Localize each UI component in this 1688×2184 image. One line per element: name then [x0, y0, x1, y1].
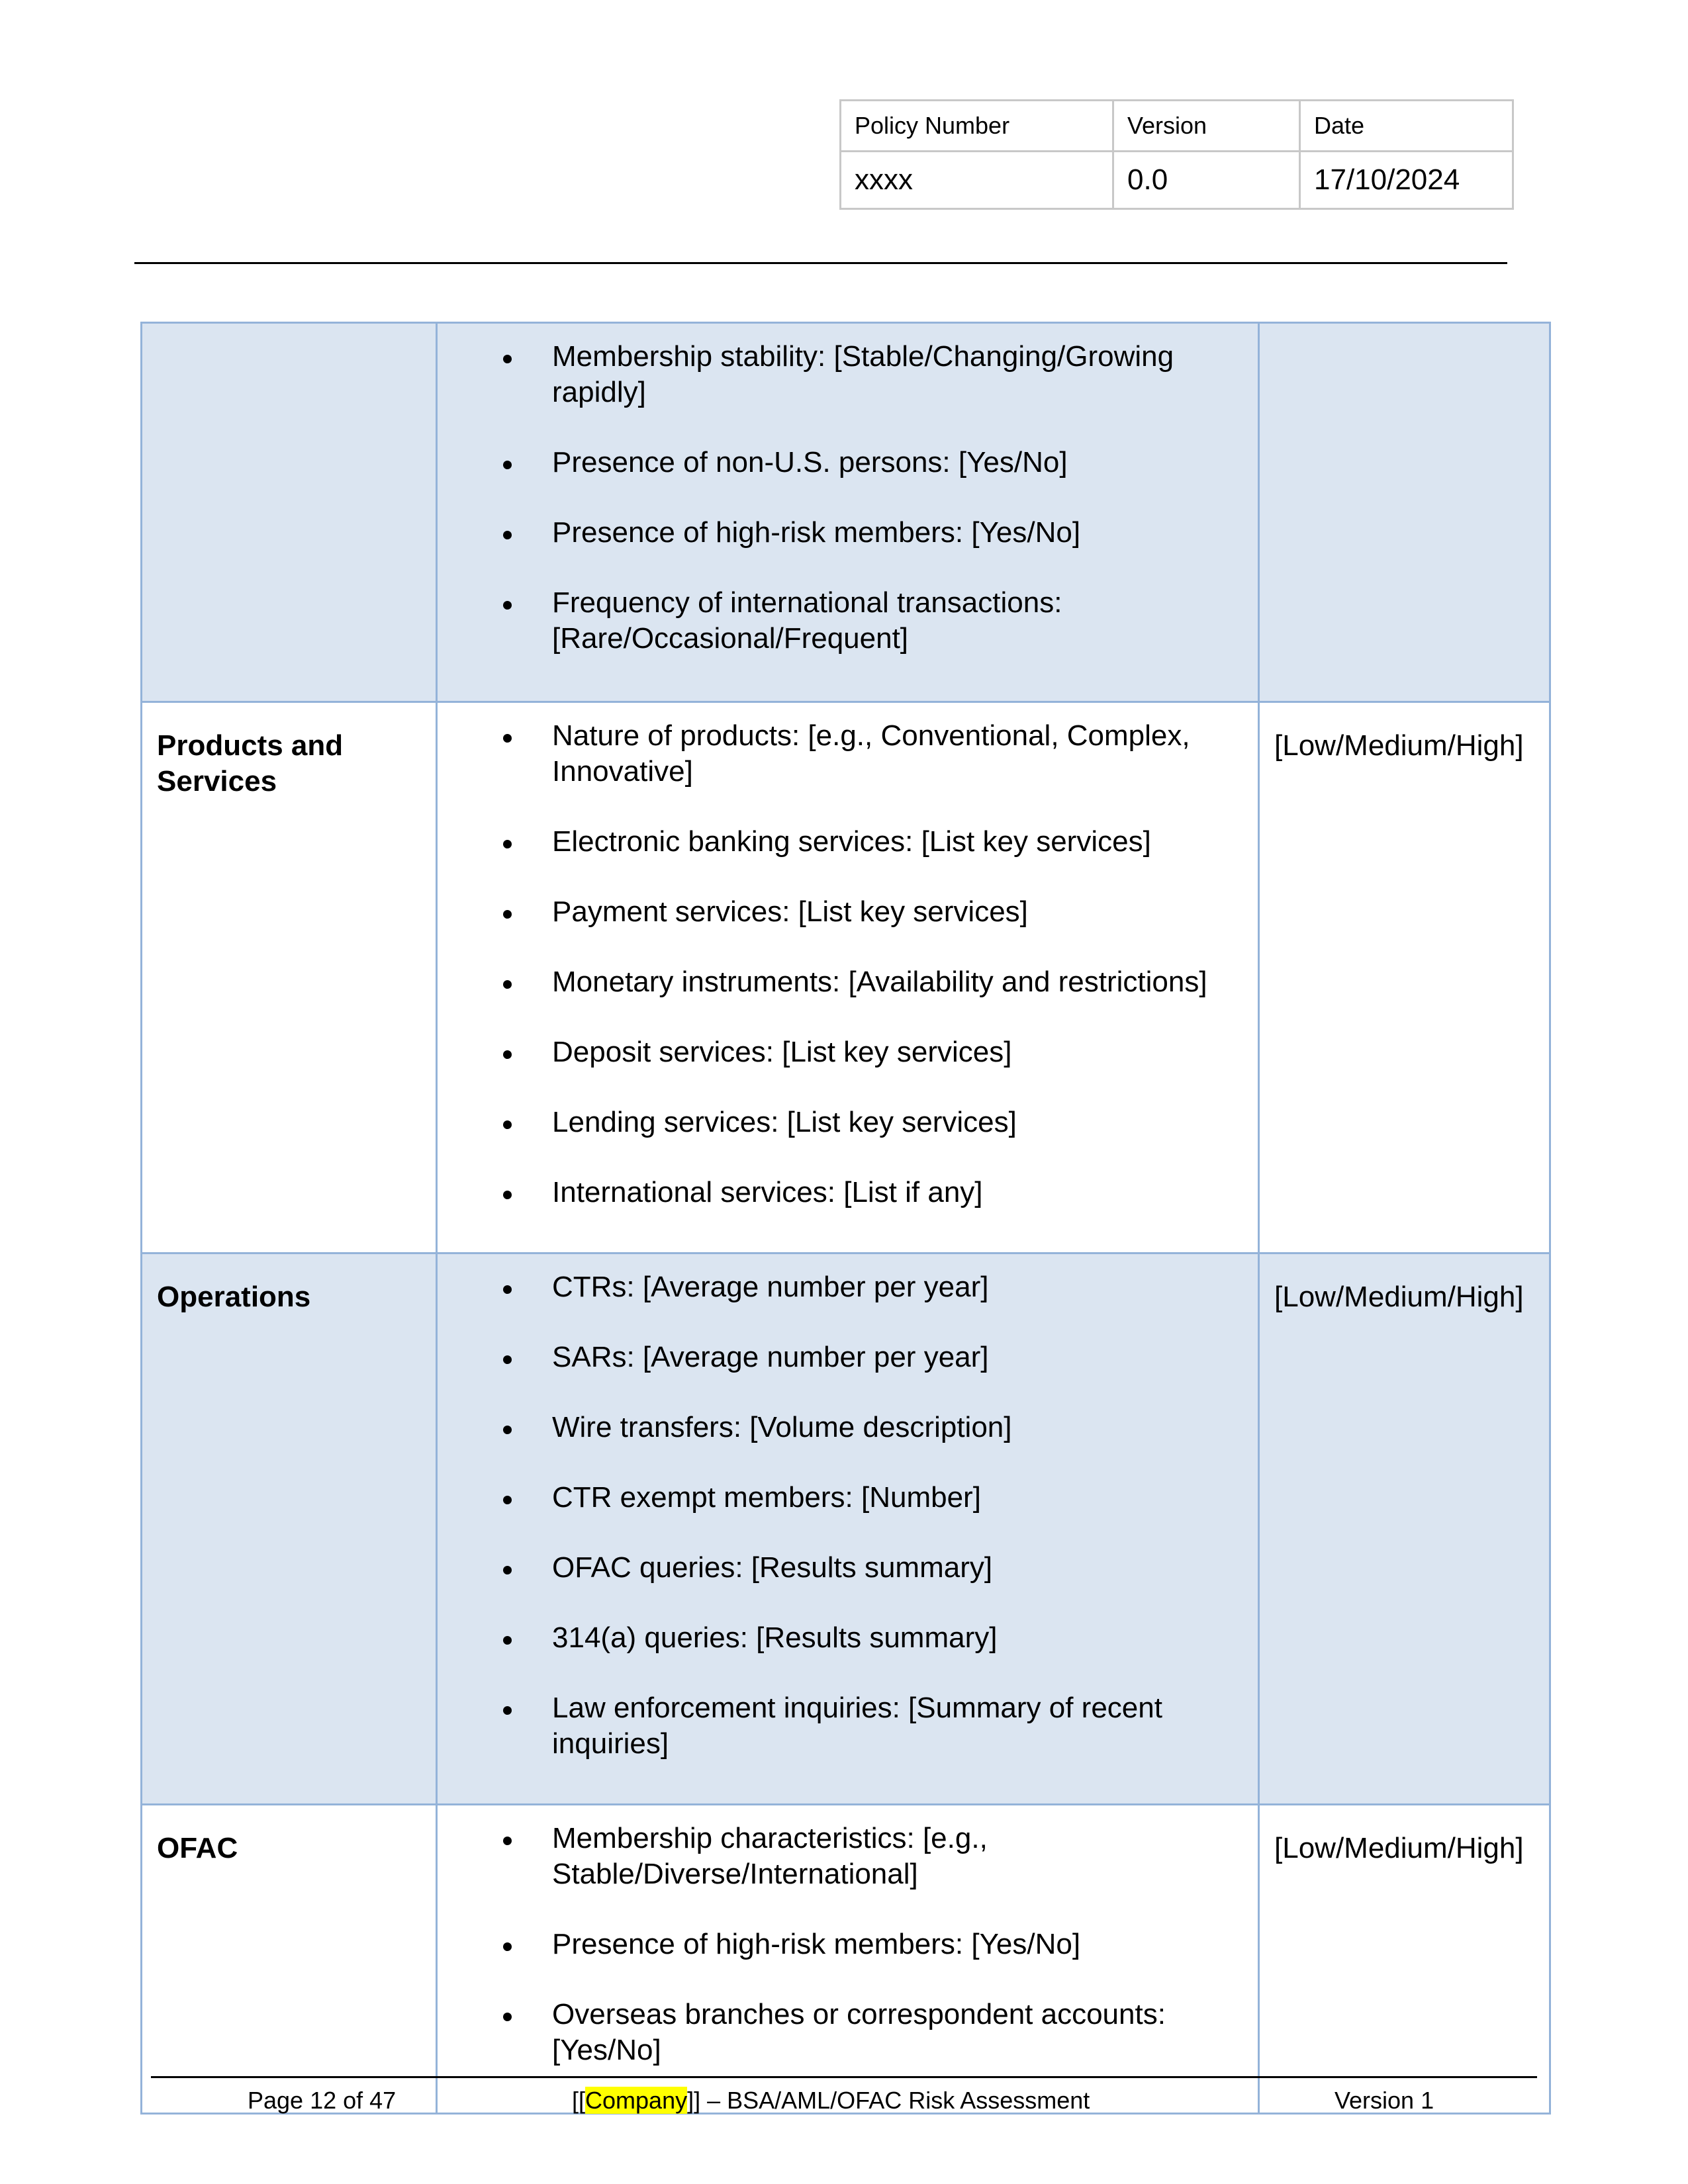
- items-cell: [437, 1805, 1259, 2114]
- version-label: Version: [1113, 101, 1300, 152]
- list-item: Membership characteristics: [e.g., Stable/Diverse/International]: [438, 1821, 1248, 1892]
- list-item: Payment services: [List key services]: [438, 894, 1248, 930]
- list-item: Electronic banking services: [List key services]: [438, 824, 1248, 860]
- risk-assessment-table: [140, 322, 1551, 2115]
- header-divider: [134, 262, 1507, 264]
- version-value: 0.0: [1113, 152, 1300, 209]
- page-number: Page 12 of 47: [248, 2087, 397, 2114]
- table-row: [142, 323, 1550, 702]
- date-value: 17/10/2024: [1300, 152, 1513, 209]
- list-item: Monetary instruments: [Availability and restrictions]: [438, 964, 1248, 1000]
- risk-level-cell: [Low/Medium/High]: [1259, 702, 1550, 1253]
- table-row: [142, 702, 1550, 1253]
- risk-level-cell: [1259, 323, 1550, 702]
- table-row: [142, 1253, 1550, 1805]
- policy-meta-table: [839, 99, 1514, 210]
- footer-title: [572, 2086, 1090, 2115]
- list-item: Nature of products: [e.g., Conventional, Complex, Innovative]: [438, 718, 1248, 790]
- category-cell: Products and Services: [142, 702, 437, 1253]
- policy-number-value: xxxx: [841, 152, 1113, 209]
- company-placeholder: Company: [585, 2087, 688, 2114]
- list-item: CTRs: [Average number per year]: [438, 1269, 1248, 1305]
- footer-title-suffix: ]] – BSA/AML/OFAC Risk Assessment: [687, 2087, 1090, 2114]
- bullet-list: [438, 704, 1257, 1210]
- list-item: Law enforcement inquiries: [Summary of recent inquiries]: [438, 1690, 1248, 1762]
- list-item: Wire transfers: [Volume description]: [438, 1410, 1248, 1445]
- items-cell: [437, 1253, 1259, 1805]
- list-item: 314(a) queries: [Results summary]: [438, 1620, 1248, 1656]
- category-cell: OFAC: [142, 1805, 437, 2114]
- list-item: Lending services: [List key services]: [438, 1105, 1248, 1140]
- category-cell: [142, 323, 437, 702]
- risk-level-cell: [Low/Medium/High]: [1259, 1805, 1550, 2114]
- items-cell: [437, 702, 1259, 1253]
- table-row: [142, 1805, 1550, 2114]
- footer-divider: [151, 2076, 1537, 2078]
- items-cell: [437, 323, 1259, 702]
- date-label: Date: [1300, 101, 1513, 152]
- list-item: Presence of high-risk members: [Yes/No]: [438, 515, 1248, 551]
- list-item: CTR exempt members: [Number]: [438, 1480, 1248, 1516]
- bullet-list: [438, 324, 1257, 657]
- list-item: Membership stability: [Stable/Changing/Growing rapidly]: [438, 339, 1248, 410]
- list-item: International services: [List if any]: [438, 1175, 1248, 1210]
- list-item: Deposit services: [List key services]: [438, 1034, 1248, 1070]
- policy-number-label: Policy Number: [841, 101, 1113, 152]
- list-item: OFAC queries: [Results summary]: [438, 1550, 1248, 1586]
- list-item: Overseas branches or correspondent accounts: [Yes/No]: [438, 1997, 1248, 2068]
- list-item: Frequency of international transactions: [Rare/Occasional/Frequent]: [438, 585, 1248, 657]
- list-item: Presence of non-U.S. persons: [Yes/No]: [438, 445, 1248, 480]
- list-item: Presence of high-risk members: [Yes/No]: [438, 1927, 1248, 1962]
- bullet-list: [438, 1806, 1257, 2068]
- category-cell: Operations: [142, 1253, 437, 1805]
- footer-title-prefix: [[: [572, 2087, 586, 2114]
- bullet-list: [438, 1255, 1257, 1762]
- list-item: SARs: [Average number per year]: [438, 1340, 1248, 1375]
- risk-level-cell: [Low/Medium/High]: [1259, 1253, 1550, 1805]
- footer-version: Version 1: [1335, 2087, 1434, 2114]
